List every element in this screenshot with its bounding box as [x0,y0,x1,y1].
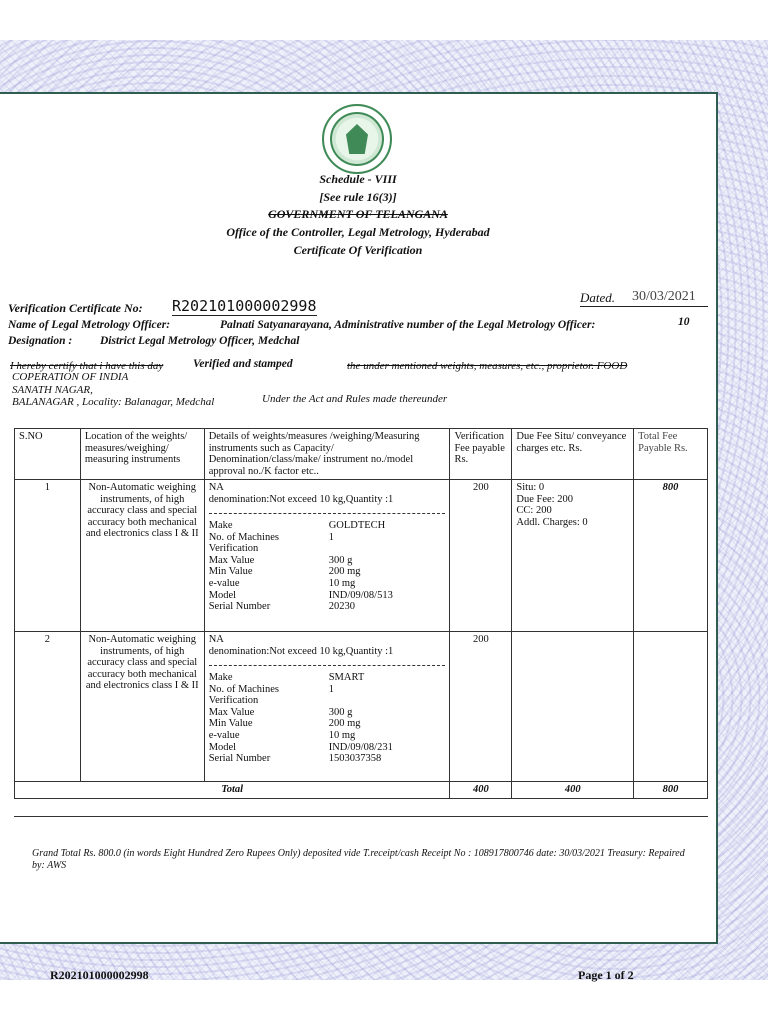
officer-label: Name of Legal Metrology Officer: [8,319,171,331]
cert-number-label: Verification Certificate No: [8,301,143,315]
act-text: Under the Act and Rules made thereunder [262,393,448,405]
address-line-3: BALANAGAR , Locality: Balanagar, Medchal [12,396,215,408]
certify-text-2: the under mentioned weights, measures, etc., proprietor. FOOD [347,360,628,372]
header-due: Due Fee Situ/ conveyance charges etc. Rs. [512,429,634,480]
row-total: 800 [634,480,708,632]
machines-label: No. of Machines Verification [208,683,279,707]
telangana-emblem-icon [322,104,392,174]
max-label: Max Value [208,554,255,566]
cc: CC: 200 [516,505,552,517]
make-label: Make [208,520,233,532]
machines-value: 1 [328,531,334,543]
row-fee: 200 [450,480,512,632]
serial-label: Serial Number [208,753,271,765]
addl-charges: Addl. Charges: 0 [516,516,588,528]
e-label: e-value [208,578,240,590]
serial-label: Serial Number [208,601,271,613]
row-denomination: denomination:Not exceed 10 kg,Quantity :1 [208,493,394,505]
page-number: Page 1 of 2 [578,968,634,982]
min-value: 200 mg [328,718,361,730]
model-label: Model [208,741,237,753]
officer-name: Palnati Satyanarayana, Administrative number of the Legal Metrology Officer: [220,319,596,331]
machines-label: No. of Machines Verification [208,531,279,555]
situ: Situ: 0 [516,482,545,494]
footer-divider [14,816,708,817]
model-value: IND/09/08/513 [328,589,393,601]
office-name: Office of the Controller, Legal Metrology, Hyderabad [226,225,490,239]
row-location: Non-Automatic weighing instruments, of high accuracy class and special accuracy both mechanical and electronics class I & II [80,632,204,782]
header-location: Location of the weights/ measures/weighing/ measuring instruments [80,429,204,480]
row-total [634,632,708,782]
dashed-divider [209,665,446,666]
due-fee: Due Fee: 200 [516,493,573,505]
header-details: Details of weights/measures /weighing/Measuring instruments such as Capacity/ Denomination/class/make/ instrument no./model approval no./K factor etc.. [204,429,450,480]
rule-reference: [See rule 16(3)] [319,190,397,204]
row-denomination: denomination:Not exceed 10 kg,Quantity :1 [208,645,394,657]
e-value: 10 mg [328,730,356,742]
document-id: R202101000002998 [50,968,149,982]
dated-label: Dated. [580,290,616,305]
row-details [204,480,450,632]
max-value: 300 g [328,554,353,566]
min-value: 200 mg [328,566,361,578]
make-value: SMART [328,672,365,684]
grand-total-text: Grand Total Rs. 800.0 (in words Eight Hundred Zero Rupees Only) deposited vide T.receipt/cash Receipt No : 108917800746 date: 30/03/2021 Treasury: Repaired by: AWS [32,848,685,871]
model-label: Model [208,589,237,601]
total-label: Total [15,782,450,799]
serial-value: 20230 [328,601,355,613]
certificate-title: Certificate Of Verification [293,243,423,257]
make-label: Make [208,672,233,684]
cert-date: 30/03/2021 [632,289,696,304]
row-sno: 2 [15,632,81,782]
row-location: Non-Automatic weighing instruments, of high accuracy class and special accuracy both mechanical and electronics class I & II [80,480,204,632]
row-due [512,632,634,782]
table-row [15,632,708,782]
row-fee: 200 [450,632,512,782]
serial-value: 1503037358 [328,753,382,765]
total-fee: 400 [450,782,512,799]
address-line-2: SANATH NAGAR, [12,384,93,396]
date-underline [580,306,708,307]
max-label: Max Value [208,706,255,718]
header-fee: Verification Fee payable Rs. [450,429,512,480]
designation-label: Designation : [8,335,73,347]
row-na: NA [208,482,224,494]
row-details [204,632,450,782]
machines-value: 1 [328,683,334,695]
designation: District Legal Metrology Officer, Medchal [100,335,300,347]
dashed-divider [209,513,446,514]
government-name: GOVERNMENT OF TELANGANA [268,207,448,221]
row-sno: 1 [15,480,81,632]
make-value: GOLDTECH [328,520,386,532]
officer-admin-no: 10 [678,316,690,328]
max-value: 300 g [328,706,353,718]
verified-stamped: Verified and stamped [193,358,293,370]
cert-number: R202101000002998 [172,297,317,315]
header-total: Total Fee Payable Rs. [634,429,708,480]
total-payable: 800 [634,782,708,799]
row-na: NA [208,634,224,646]
certify-text: I hereby certify that i have this day [10,360,164,372]
row-due [512,480,634,632]
table-header-row [15,429,708,480]
total-row [15,782,708,799]
header-sno: S.NO [15,429,81,480]
model-value: IND/09/08/231 [328,741,393,753]
address-line-1: COPERATION OF INDIA [12,371,129,383]
total-due: 400 [512,782,634,799]
table-row [15,480,708,632]
schedule-title: Schedule - VIII [319,172,397,186]
e-value: 10 mg [328,578,356,590]
instruments-table [14,428,708,799]
min-label: Min Value [208,718,253,730]
min-label: Min Value [208,566,253,578]
e-label: e-value [208,730,240,742]
